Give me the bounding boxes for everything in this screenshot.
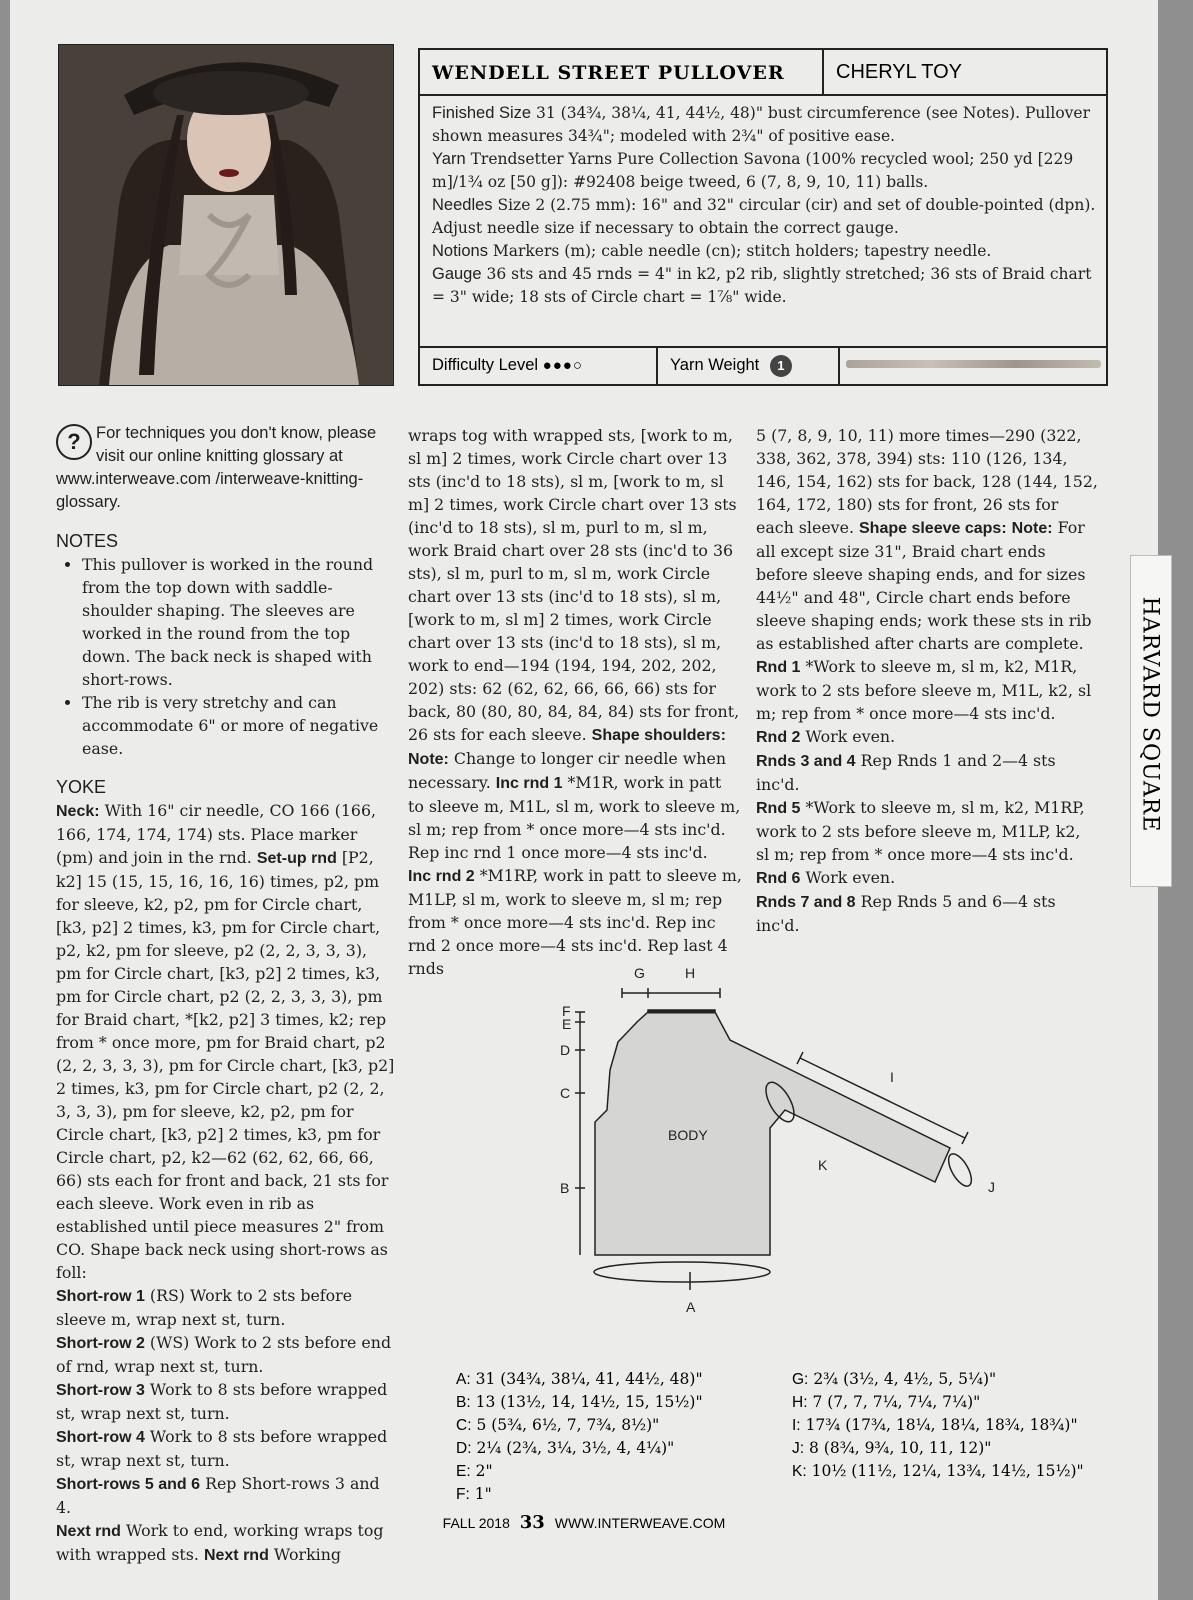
rnds-7-8: Rnds 7 and 8 Rep Rnds 5 and 6—4 sts inc'd. [756, 892, 1056, 935]
schematic-label-k: K [818, 1157, 828, 1173]
spec-notions: Notions Markers (m); cable needle (cn); stitch holders; tapestry needle. [432, 242, 992, 260]
measurement-f: F: 1" [456, 1485, 492, 1503]
schematic-label-d: D [560, 1042, 571, 1058]
measurement-d: D: 2¼ (2¾, 3¼, 3½, 4, 4¼)" [456, 1439, 675, 1457]
designer-name: CHERYL TOY [822, 50, 1108, 94]
pattern-title: WENDELL STREET PULLOVER [432, 62, 785, 84]
column-3 [756, 424, 1098, 937]
pattern-header-box [418, 48, 1108, 348]
spec-finished-size: Finished Size 31 (34¾, 38¼, 41, 44½, 48)" bust circumference (see Notes). Pullover shown measures 34¾"; modeled with 2¾" of positive ease. [432, 104, 1091, 145]
difficulty-dots-icon: ●●●○ [542, 357, 583, 374]
schematic-label-c: C [560, 1085, 571, 1101]
short-row-2: Short-row 2 (WS) Work to 2 sts before end of rnd, wrap next st, turn. [56, 1333, 392, 1376]
schematic-label-e: E [562, 1016, 572, 1032]
model-photo-illustration [59, 45, 393, 385]
difficulty-yarn-bar [418, 346, 1108, 386]
section-side-tab [1130, 555, 1172, 887]
glossary-text: For techniques you don't know, please visit our online knitting glossary at www.interweave.com /interweave-knitting-glossary. [56, 424, 377, 511]
shaping-continued: 5 (7, 8, 9, 10, 11) more times—290 (322, 338, 362, 378, 394) sts: 110 (126, 134, 146, 154, 162) sts for back, 128 (144, 152, 164, 172, 180) sts for front, 26 sts for each sleeve. Shape sleeve caps: Note: For all except size 31", Braid chart ends before sleeve shaping ends, and for sizes 44½" and 48", Circle chart ends before sleeve shaping ends; work these sts in rib as established after charts are complete. [756, 426, 1098, 653]
title-row [420, 50, 1106, 96]
spec-yarn: Yarn Trendsetter Yarns Pure Collection Savona (100% recycled wool; 250 yd [229 m]/1¾ oz [50 g]): #92408 beige tweed, 6 (7, 8, 9, 10, 11) balls. [432, 150, 1074, 191]
neck-instructions: Neck: With 16" cir needle, CO 166 (166, 166, 174, 174, 174) sts. Place marker (pm) and join in the rnd. Set-up rnd [P2, k2] 15 (15, 15, 16, 16, 16) times, p2, pm for sleeve, k2, p2, pm for Circle chart, [k3, p2] 2 times, k3, pm for Circle chart, p2, k2, pm for sleeve, p2 (2, 2, 3, 3, 3), pm for Circle chart, [k3, p2] 2 times, k3, pm for Circle chart, p2 (2, 2, 3, 3, 3), pm for Braid chart, *[k2, p2] 3 times, k2; rep from * once more, pm for Braid chart, p2 (2, 2, 3, 3, 3), pm for Circle chart, [k3, p2] 2 times, k3, pm for Circle chart, p2 (2, 2, 3, 3, 3), pm for sleeve, k2, p2, pm for Circle chart, [k3, p2] 2 times, k3, pm for Circle chart, p2, k2—62 (62, 62, 66, 66, 66) sts each for front and back, 21 sts for each sleeve. Work even in rib as established until piece measures 2" from CO. Shape back neck using short-rows as foll: [56, 801, 395, 1282]
short-rows-5-6: Short-rows 5 and 6 Rep Short-rows 3 and 4. [56, 1474, 380, 1517]
magazine-page [10, 0, 1163, 1600]
rnd-1: Rnd 1 *Work to sleeve m, sl m, k2, M1R, work to 2 sts before sleeve m, M1L, k2, sl m; rep from * once more—4 sts inc'd. [756, 657, 1092, 723]
rnd-5: Rnd 5 *Work to sleeve m, sl m, k2, M1RP, work to 2 sts before sleeve m, M1LP, k2, sl m; rep from * once more—4 sts inc'd. [756, 798, 1085, 864]
difficulty-level: Difficulty Level ●●●○ [432, 356, 583, 374]
rnds-3-4: Rnds 3 and 4 Rep Rnds 1 and 2—4 sts inc'd. [756, 751, 1056, 794]
issue-label: FALL 2018 [442, 1515, 510, 1531]
schematic-label-h: H [685, 965, 696, 981]
measurement-k: K: 10½ (11½, 12¼, 13¾, 14½, 15½)" [792, 1462, 1084, 1480]
body-outline [595, 1010, 950, 1255]
inc-rnd-2: Inc rnd 2 *M1RP, work in patt to sleeve m, M1LP, sl m, work to sleeve m, sl m; rep from * once more—4 sts inc'd. Rep inc rnd 2 once more—4 sts inc'd. Rep last 4 rnds [408, 866, 742, 978]
next-rnd: Next rnd Work to end, working wraps tog with wrapped sts. Next rnd Working [56, 1521, 384, 1564]
spec-needles: Needles Size 2 (2.75 mm): 16" and 32" circular (cir) and set of double-pointed (dpn). Adjust needle size if necessary to obtain the correct gauge. [432, 196, 1096, 237]
yarn-swatch [846, 360, 1101, 368]
spec-gauge: Gauge 36 sts and 45 rnds = 4" in k2, p2 rib, slightly stretched; 36 sts of Braid chart = 3" wide; 18 sts of Circle chart = 1⅞" wide. [432, 265, 1092, 306]
help-circle-icon: ? [56, 424, 92, 460]
measurements-left [456, 1368, 703, 1506]
yarn-weight-icon: 1 [770, 355, 792, 377]
glossary-help [56, 422, 396, 514]
pattern-specs [432, 102, 1096, 309]
schematic-label-f: F [562, 1003, 571, 1019]
body-label: BODY [668, 1127, 708, 1143]
schematic-label-j: J [988, 1179, 995, 1195]
measurement-e: E: 2" [456, 1462, 493, 1480]
schematic-label-a: A [686, 1299, 696, 1315]
column-1 [56, 422, 396, 1567]
page-number: 33 [519, 1512, 545, 1533]
short-row-3: Short-row 3 Work to 8 sts before wrapped st, wrap next st, turn. [56, 1380, 388, 1423]
page-footer [10, 1512, 1158, 1533]
measurement-g: G: 2¾ (3½, 4, 4½, 5, 5¼)" [792, 1370, 997, 1388]
column-2 [408, 424, 742, 980]
garment-schematic [540, 960, 1010, 1320]
schematic-label-g: G [634, 965, 645, 981]
yoke-heading: YOKE [56, 777, 107, 797]
yarn-weight: Yarn Weight 1 [670, 346, 792, 384]
rnd-6: Rnd 6 Work even. [756, 868, 896, 887]
notes-list [56, 553, 396, 760]
note-item: • This pullover is worked in the round from the top down with saddle-shoulder shaping. The sleeves are worked in the round from the top down. The back neck is shaped with short-rows. [82, 553, 396, 691]
section-name: HARVARD SQUARE [1137, 596, 1163, 833]
measurement-b: B: 13 (13½, 14, 14½, 15, 15½)" [456, 1393, 703, 1411]
yoke-continued: wraps tog with wrapped sts, [work to m, sl m] 2 times, work Circle chart over 13 sts (inc'd to 18 sts), sl m, [work to m, sl m] 2 times, work Circle chart over 13 sts (inc'd to 18 sts), sl m, purl to m, sl m, work Braid chart over 28 sts (inc'd to 36 sts), sl m, purl to m, sl m, work Circle chart over 13 sts (inc'd to 18 sts), sl m, [work to m, sl m] 2 times, work Circle chart over 13 sts (inc'd to 18 sts), sl m, work to end—194 (194, 194, 202, 202, 202) sts: 62 (62, 62, 66, 66, 66) sts for back, 80 (80, 80, 84, 84, 84) sts for front, 26 sts for each sleeve. Shape shoulders: Note: Change to longer cir needle when necessary. Inc rnd 1 *M1R, work in patt to sleeve m, M1L, sl m, work to sleeve m, sl m; rep from * once more—4 sts inc'd. Rep inc rnd 1 once more—4 sts inc'd. [408, 426, 741, 862]
website-link[interactable]: WWW.INTERWEAVE.COM [554, 1515, 726, 1531]
short-row-1: Short-row 1 (RS) Work to 2 sts before sleeve m, wrap next st, turn. [56, 1286, 353, 1329]
rnd-2: Rnd 2 Work even. [756, 727, 896, 746]
note-item: • The rib is very stretchy and can accommodate 6" or more of negative ease. [82, 691, 396, 760]
schematic-label-b: B [560, 1180, 570, 1196]
measurement-c: C: 5 (5¾, 6½, 7, 7¾, 8½)" [456, 1416, 660, 1434]
short-row-4: Short-row 4 Work to 8 sts before wrapped st, wrap next st, turn. [56, 1427, 388, 1470]
measurement-h: H: 7 (7, 7, 7¼, 7¼, 7¼)" [792, 1393, 981, 1411]
measurement-j: J: 8 (8¾, 9¾, 10, 11, 12)" [792, 1439, 992, 1457]
measurement-a: A: 31 (34¾, 38¼, 41, 44½, 48)" [456, 1370, 703, 1388]
measurement-i: I: 17¾ (17¾, 18¼, 18¼, 18¾, 18¾)" [792, 1416, 1078, 1434]
notes-heading: NOTES [56, 531, 119, 551]
measurements-right [792, 1368, 1084, 1483]
schematic-label-i: I [890, 1069, 894, 1085]
model-photo [58, 44, 394, 386]
